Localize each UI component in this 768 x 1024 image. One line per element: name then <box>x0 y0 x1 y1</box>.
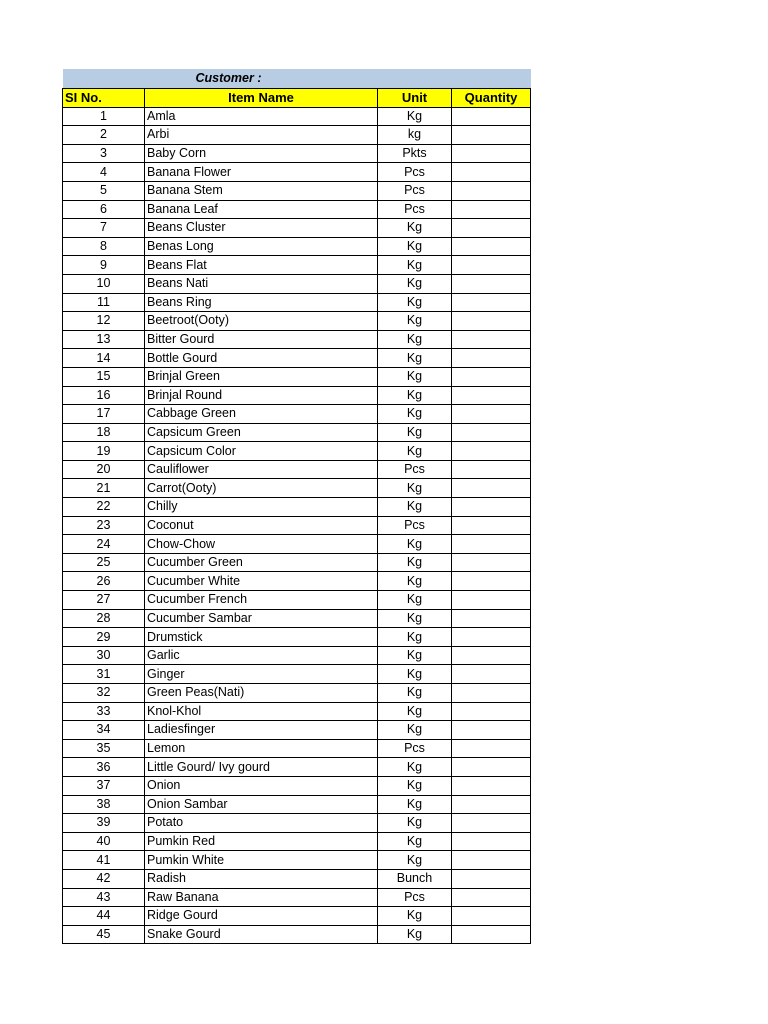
item-name-cell: Pumkin White <box>145 851 378 870</box>
table-row <box>63 739 531 758</box>
item-name-cell: Coconut <box>145 516 378 535</box>
quantity-cell[interactable] <box>452 367 531 386</box>
table-row <box>63 721 531 740</box>
table-body <box>63 107 531 944</box>
sl-no-cell: 3 <box>63 144 145 163</box>
sl-no-cell: 44 <box>63 907 145 926</box>
unit-cell: Kg <box>378 330 452 349</box>
quantity-cell[interactable] <box>452 888 531 907</box>
table-row <box>63 665 531 684</box>
table-row <box>63 386 531 405</box>
item-name-cell: Ladiesfinger <box>145 721 378 740</box>
unit-cell: Pcs <box>378 181 452 200</box>
sl-no-cell: 30 <box>63 646 145 665</box>
quantity-cell[interactable] <box>452 665 531 684</box>
sl-no-cell: 20 <box>63 460 145 479</box>
customer-label: Customer : <box>63 69 531 89</box>
unit-cell: kg <box>378 126 452 145</box>
customer-row <box>63 69 531 89</box>
unit-cell: Kg <box>378 535 452 554</box>
quantity-cell[interactable] <box>452 107 531 126</box>
unit-cell: Kg <box>378 628 452 647</box>
sl-no-cell: 43 <box>63 888 145 907</box>
item-name-cell: Cabbage Green <box>145 405 378 424</box>
sl-no-cell: 13 <box>63 330 145 349</box>
header-unit: Unit <box>378 89 452 108</box>
unit-cell: Pcs <box>378 739 452 758</box>
item-name-cell: Snake Gourd <box>145 925 378 944</box>
item-name-cell: Cucumber White <box>145 572 378 591</box>
quantity-cell[interactable] <box>452 572 531 591</box>
table-row <box>63 237 531 256</box>
quantity-cell[interactable] <box>452 219 531 238</box>
quantity-cell[interactable] <box>452 237 531 256</box>
table-row <box>63 535 531 554</box>
item-name-cell: Arbi <box>145 126 378 145</box>
unit-cell: Kg <box>378 907 452 926</box>
unit-cell: Kg <box>378 219 452 238</box>
table-row <box>63 256 531 275</box>
table-row <box>63 163 531 182</box>
table-row <box>63 758 531 777</box>
table-row <box>63 795 531 814</box>
sl-no-cell: 27 <box>63 591 145 610</box>
unit-cell: Kg <box>378 832 452 851</box>
table-row <box>63 646 531 665</box>
quantity-cell[interactable] <box>452 907 531 926</box>
item-name-cell: Little Gourd/ Ivy gourd <box>145 758 378 777</box>
sl-no-cell: 18 <box>63 423 145 442</box>
unit-cell: Kg <box>378 312 452 331</box>
unit-cell: Pcs <box>378 163 452 182</box>
quantity-cell[interactable] <box>452 181 531 200</box>
item-name-cell: Onion <box>145 776 378 795</box>
sl-no-cell: 39 <box>63 814 145 833</box>
sl-no-cell: 40 <box>63 832 145 851</box>
item-name-cell: Baby Corn <box>145 144 378 163</box>
item-name-cell: Capsicum Color <box>145 442 378 461</box>
table-row <box>63 888 531 907</box>
table-row <box>63 330 531 349</box>
item-table <box>62 69 531 944</box>
quantity-cell[interactable] <box>452 776 531 795</box>
table-row <box>63 776 531 795</box>
quantity-cell[interactable] <box>452 126 531 145</box>
item-name-cell: Capsicum Green <box>145 423 378 442</box>
unit-cell: Kg <box>378 776 452 795</box>
item-name-cell: Ginger <box>145 665 378 684</box>
table-row <box>63 442 531 461</box>
sl-no-cell: 8 <box>63 237 145 256</box>
header-quantity: Quantity <box>452 89 531 108</box>
item-name-cell: Raw Banana <box>145 888 378 907</box>
quantity-cell[interactable] <box>452 274 531 293</box>
item-name-cell: Banana Leaf <box>145 200 378 219</box>
header-row <box>63 89 531 108</box>
unit-cell: Bunch <box>378 869 452 888</box>
item-name-cell: Cucumber French <box>145 591 378 610</box>
item-name-cell: Cucumber Sambar <box>145 609 378 628</box>
item-name-cell: Beans Nati <box>145 274 378 293</box>
item-name-cell: Lemon <box>145 739 378 758</box>
sl-no-cell: 31 <box>63 665 145 684</box>
sl-no-cell: 11 <box>63 293 145 312</box>
quantity-cell[interactable] <box>452 200 531 219</box>
sl-no-cell: 6 <box>63 200 145 219</box>
sl-no-cell: 5 <box>63 181 145 200</box>
sl-no-cell: 19 <box>63 442 145 461</box>
quantity-cell[interactable] <box>452 312 531 331</box>
item-name-cell: Amla <box>145 107 378 126</box>
quantity-cell[interactable] <box>452 535 531 554</box>
quantity-cell[interactable] <box>452 516 531 535</box>
item-name-cell: Beetroot(Ooty) <box>145 312 378 331</box>
table-row <box>63 516 531 535</box>
table-row <box>63 349 531 368</box>
header-item-name: Item Name <box>145 89 378 108</box>
table-row <box>63 126 531 145</box>
unit-cell: Kg <box>378 702 452 721</box>
unit-cell: Kg <box>378 665 452 684</box>
unit-cell: Kg <box>378 721 452 740</box>
quantity-cell[interactable] <box>452 739 531 758</box>
unit-cell: Kg <box>378 237 452 256</box>
table-row <box>63 832 531 851</box>
quantity-cell[interactable] <box>452 646 531 665</box>
table-row <box>63 367 531 386</box>
unit-cell: Kg <box>378 442 452 461</box>
item-name-cell: Banana Flower <box>145 163 378 182</box>
unit-cell: Kg <box>378 386 452 405</box>
item-name-cell: Beans Ring <box>145 293 378 312</box>
sl-no-cell: 21 <box>63 479 145 498</box>
item-name-cell: Bottle Gourd <box>145 349 378 368</box>
table-row <box>63 200 531 219</box>
item-name-cell: Bitter Gourd <box>145 330 378 349</box>
quantity-cell[interactable] <box>452 869 531 888</box>
unit-cell: Kg <box>378 684 452 703</box>
unit-cell: Pkts <box>378 144 452 163</box>
quantity-cell[interactable] <box>452 795 531 814</box>
sl-no-cell: 17 <box>63 405 145 424</box>
table-row <box>63 219 531 238</box>
item-name-cell: Beans Flat <box>145 256 378 275</box>
item-name-cell: Beans Cluster <box>145 219 378 238</box>
unit-cell: Pcs <box>378 200 452 219</box>
sl-no-cell: 37 <box>63 776 145 795</box>
quantity-cell[interactable] <box>452 330 531 349</box>
quantity-cell[interactable] <box>452 163 531 182</box>
quantity-cell[interactable] <box>452 591 531 610</box>
unit-cell: Pcs <box>378 460 452 479</box>
table-row <box>63 479 531 498</box>
quantity-cell[interactable] <box>452 144 531 163</box>
table-row <box>63 814 531 833</box>
unit-cell: Kg <box>378 367 452 386</box>
sl-no-cell: 9 <box>63 256 145 275</box>
quantity-cell[interactable] <box>452 460 531 479</box>
sl-no-cell: 14 <box>63 349 145 368</box>
table-row <box>63 572 531 591</box>
item-name-cell: Benas Long <box>145 237 378 256</box>
table-row <box>63 553 531 572</box>
table-row <box>63 144 531 163</box>
quantity-cell[interactable] <box>452 684 531 703</box>
sl-no-cell: 36 <box>63 758 145 777</box>
quantity-cell[interactable] <box>452 925 531 944</box>
item-name-cell: Chow-Chow <box>145 535 378 554</box>
quantity-cell[interactable] <box>452 442 531 461</box>
item-name-cell: Brinjal Round <box>145 386 378 405</box>
table-row <box>63 869 531 888</box>
item-name-cell: Green Peas(Nati) <box>145 684 378 703</box>
quantity-cell[interactable] <box>452 851 531 870</box>
item-name-cell: Onion Sambar <box>145 795 378 814</box>
sl-no-cell: 2 <box>63 126 145 145</box>
item-name-cell: Banana Stem <box>145 181 378 200</box>
quantity-cell[interactable] <box>452 256 531 275</box>
table-row <box>63 851 531 870</box>
sl-no-cell: 1 <box>63 107 145 126</box>
table-row <box>63 925 531 944</box>
quantity-cell[interactable] <box>452 702 531 721</box>
unit-cell: Kg <box>378 256 452 275</box>
quantity-cell[interactable] <box>452 405 531 424</box>
item-name-cell: Carrot(Ooty) <box>145 479 378 498</box>
unit-cell: Kg <box>378 349 452 368</box>
item-name-cell: Cucumber Green <box>145 553 378 572</box>
item-name-cell: Pumkin Red <box>145 832 378 851</box>
item-name-cell: Potato <box>145 814 378 833</box>
table-row <box>63 107 531 126</box>
sl-no-cell: 7 <box>63 219 145 238</box>
table-row <box>63 405 531 424</box>
item-name-cell: Brinjal Green <box>145 367 378 386</box>
sl-no-cell: 32 <box>63 684 145 703</box>
header-sl-no: SI No. <box>63 89 145 108</box>
quantity-cell[interactable] <box>452 479 531 498</box>
unit-cell: Kg <box>378 274 452 293</box>
sl-no-cell: 35 <box>63 739 145 758</box>
item-name-cell: Knol-Khol <box>145 702 378 721</box>
sl-no-cell: 12 <box>63 312 145 331</box>
table-row <box>63 274 531 293</box>
sl-no-cell: 29 <box>63 628 145 647</box>
table-row <box>63 181 531 200</box>
table-row <box>63 591 531 610</box>
sl-no-cell: 16 <box>63 386 145 405</box>
quantity-cell[interactable] <box>452 758 531 777</box>
sl-no-cell: 28 <box>63 609 145 628</box>
unit-cell: Kg <box>378 572 452 591</box>
order-sheet <box>62 69 530 944</box>
table-row <box>63 609 531 628</box>
sl-no-cell: 34 <box>63 721 145 740</box>
quantity-cell[interactable] <box>452 293 531 312</box>
table-row <box>63 460 531 479</box>
sl-no-cell: 38 <box>63 795 145 814</box>
sl-no-cell: 33 <box>63 702 145 721</box>
unit-cell: Kg <box>378 293 452 312</box>
quantity-cell[interactable] <box>452 832 531 851</box>
sl-no-cell: 4 <box>63 163 145 182</box>
sl-no-cell: 45 <box>63 925 145 944</box>
unit-cell: Kg <box>378 423 452 442</box>
sl-no-cell: 25 <box>63 553 145 572</box>
sl-no-cell: 10 <box>63 274 145 293</box>
sl-no-cell: 41 <box>63 851 145 870</box>
item-name-cell: Drumstick <box>145 628 378 647</box>
unit-cell: Kg <box>378 107 452 126</box>
quantity-cell[interactable] <box>452 498 531 517</box>
unit-cell: Kg <box>378 646 452 665</box>
sl-no-cell: 24 <box>63 535 145 554</box>
item-name-cell: Garlic <box>145 646 378 665</box>
unit-cell: Kg <box>378 795 452 814</box>
sl-no-cell: 42 <box>63 869 145 888</box>
table-row <box>63 628 531 647</box>
unit-cell: Kg <box>378 925 452 944</box>
item-name-cell: Cauliflower <box>145 460 378 479</box>
unit-cell: Kg <box>378 479 452 498</box>
quantity-cell[interactable] <box>452 814 531 833</box>
quantity-cell[interactable] <box>452 349 531 368</box>
unit-cell: Kg <box>378 591 452 610</box>
table-row <box>63 498 531 517</box>
unit-cell: Kg <box>378 851 452 870</box>
table-row <box>63 907 531 926</box>
item-name-cell: Ridge Gourd <box>145 907 378 926</box>
unit-cell: Kg <box>378 553 452 572</box>
table-row <box>63 312 531 331</box>
table-row <box>63 684 531 703</box>
unit-cell: Kg <box>378 609 452 628</box>
quantity-cell[interactable] <box>452 721 531 740</box>
item-name-cell: Chilly <box>145 498 378 517</box>
quantity-cell[interactable] <box>452 609 531 628</box>
table-row <box>63 423 531 442</box>
unit-cell: Kg <box>378 814 452 833</box>
unit-cell: Pcs <box>378 516 452 535</box>
quantity-cell[interactable] <box>452 553 531 572</box>
quantity-cell[interactable] <box>452 628 531 647</box>
item-name-cell: Radish <box>145 869 378 888</box>
unit-cell: Kg <box>378 405 452 424</box>
sl-no-cell: 15 <box>63 367 145 386</box>
unit-cell: Kg <box>378 758 452 777</box>
sl-no-cell: 26 <box>63 572 145 591</box>
table-row <box>63 702 531 721</box>
unit-cell: Kg <box>378 498 452 517</box>
quantity-cell[interactable] <box>452 386 531 405</box>
sl-no-cell: 22 <box>63 498 145 517</box>
table-row <box>63 293 531 312</box>
unit-cell: Pcs <box>378 888 452 907</box>
sl-no-cell: 23 <box>63 516 145 535</box>
quantity-cell[interactable] <box>452 423 531 442</box>
